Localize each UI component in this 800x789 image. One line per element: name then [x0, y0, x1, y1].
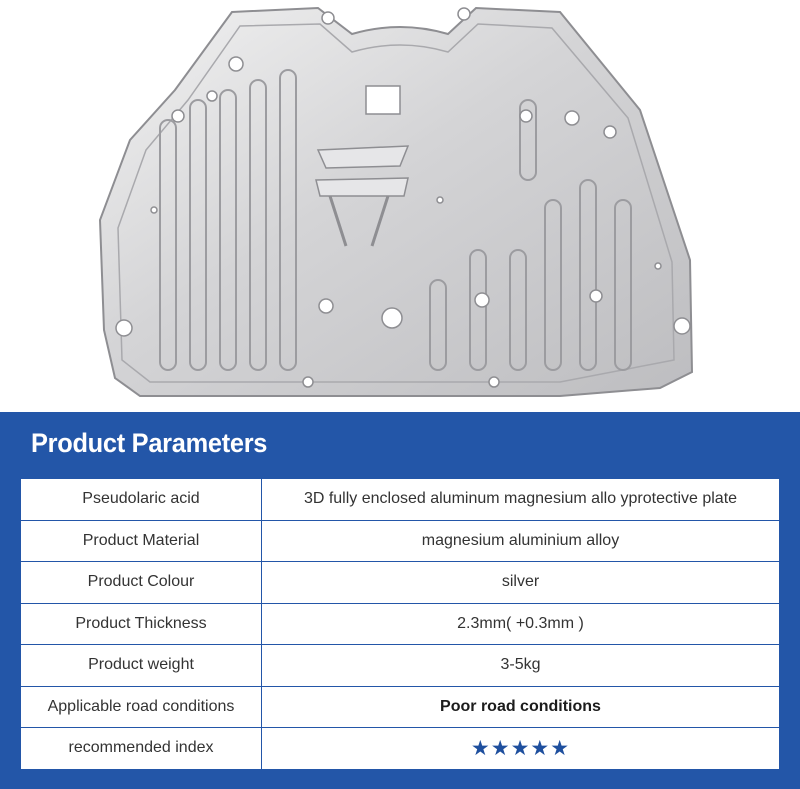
parameters-table [20, 478, 780, 770]
table-row [21, 479, 780, 521]
table-row [21, 645, 780, 687]
parameter-value: 3-5kg [262, 645, 780, 687]
parameter-label: Product Colour [21, 562, 262, 604]
parameter-label: recommended index [21, 728, 262, 770]
section-title: Product Parameters [31, 428, 268, 458]
parameter-value: silver [262, 562, 780, 604]
product-parameters-panel [0, 412, 800, 789]
table-row [21, 520, 780, 562]
parameter-label: Product Thickness [21, 603, 262, 645]
parameter-label: Product weight [21, 645, 262, 687]
parameter-value: Poor road conditions [262, 686, 780, 728]
parameter-value: 2.3mm( +0.3mm ) [262, 603, 780, 645]
table-row [21, 686, 780, 728]
star-rating-icon: ★★★★★ [262, 728, 780, 770]
plate-body [100, 8, 692, 396]
parameter-label: Applicable road conditions [21, 686, 262, 728]
parameter-label: Pseudolaric acid [21, 479, 262, 521]
parameter-value: magnesium aluminium alloy [262, 520, 780, 562]
table-row [21, 728, 780, 770]
parameter-value: 3D fully enclosed aluminum magnesium allo yprotective plate [262, 479, 780, 521]
table-row [21, 603, 780, 645]
table-row [21, 562, 780, 604]
parameter-label: Product Material [21, 520, 262, 562]
